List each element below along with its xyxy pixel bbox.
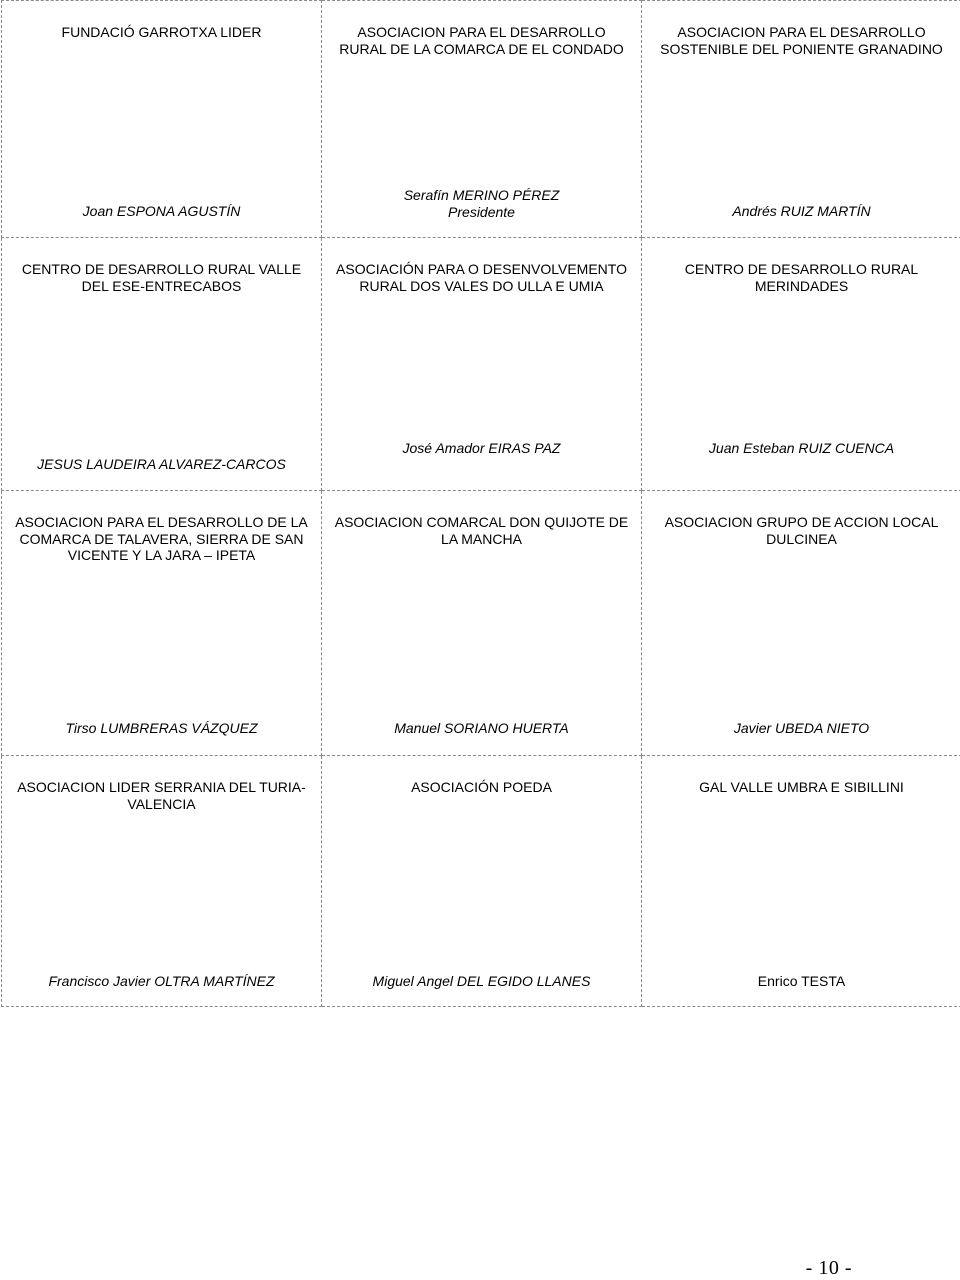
signatory-name: Juan Esteban RUIZ CUENCA <box>709 440 894 456</box>
signature-row <box>2 238 960 491</box>
signature-row <box>2 1 960 238</box>
signature-cell <box>2 756 322 1007</box>
organization-name: CENTRO DE DESARROLLO RURAL MERINDADES <box>642 238 960 294</box>
organization-name: ASOCIACIÓN PARA O DESENVOLVEMENTO RURAL DOS VALES DO ULLA E UMIA <box>322 238 641 294</box>
signatory-name: Miguel Angel DEL EGIDO LLANES <box>373 973 591 989</box>
organization-name: CENTRO DE DESARROLLO RURAL VALLE DEL ESE-ENTRECABOS <box>2 238 321 294</box>
signature-cell <box>322 756 642 1007</box>
signature-cell <box>322 238 642 491</box>
signatory-role: Presidente <box>328 204 635 221</box>
signatory-name: JESUS LAUDEIRA ALVAREZ-CARCOS <box>37 456 286 472</box>
organization-name: ASOCIACION PARA EL DESARROLLO DE LA COMARCA DE TALAVERA, SIERRA DE SAN VICENTE Y LA JARA – IPETA <box>2 491 321 564</box>
page-number: - 10 - <box>806 1256 852 1280</box>
organization-name: ASOCIACIÓN POEDA <box>322 756 641 796</box>
signatory-name: Manuel SORIANO HUERTA <box>394 720 569 736</box>
signature-cell <box>2 1 322 238</box>
organization-name: FUNDACIÓ GARROTXA LIDER <box>2 1 321 41</box>
organization-name: ASOCIACION COMARCAL DON QUIJOTE DE LA MANCHA <box>322 491 641 547</box>
signature-cell <box>642 238 960 491</box>
signature-cell <box>322 1 642 238</box>
signatory-name: Joan ESPONA AGUSTÍN <box>83 203 241 219</box>
signatory-name: Enrico TESTA <box>758 973 845 989</box>
signatory-name: Tirso LUMBRERAS VÁZQUEZ <box>65 720 257 736</box>
signatory-name: Serafín MERINO PÉREZ <box>404 187 560 203</box>
organization-name: ASOCIACION PARA EL DESARROLLO RURAL DE LA COMARCA DE EL CONDADO <box>322 1 641 57</box>
signatory-name: José Amador EIRAS PAZ <box>403 440 561 456</box>
signature-row <box>2 491 960 756</box>
signature-cell <box>642 1 960 238</box>
signature-cell <box>322 491 642 756</box>
organization-name: ASOCIACION LIDER SERRANIA DEL TURIA-VALENCIA <box>2 756 321 812</box>
signatory-name: Francisco Javier OLTRA MARTÍNEZ <box>48 973 274 989</box>
organization-name: ASOCIACION PARA EL DESARROLLO SOSTENIBLE DEL PONIENTE GRANADINO <box>642 1 960 57</box>
signature-table <box>1 0 960 1007</box>
signatory-name: Javier UBEDA NIETO <box>734 720 869 736</box>
organization-name: ASOCIACION GRUPO DE ACCION LOCAL DULCINEA <box>642 491 960 547</box>
signature-cell <box>642 491 960 756</box>
signature-cell <box>2 491 322 756</box>
organization-name: GAL VALLE UMBRA E SIBILLINI <box>642 756 960 796</box>
signature-cell <box>2 238 322 491</box>
signatory-name: Andrés RUIZ MARTÍN <box>732 203 870 219</box>
signature-cell <box>642 756 960 1007</box>
signature-row <box>2 756 960 1007</box>
